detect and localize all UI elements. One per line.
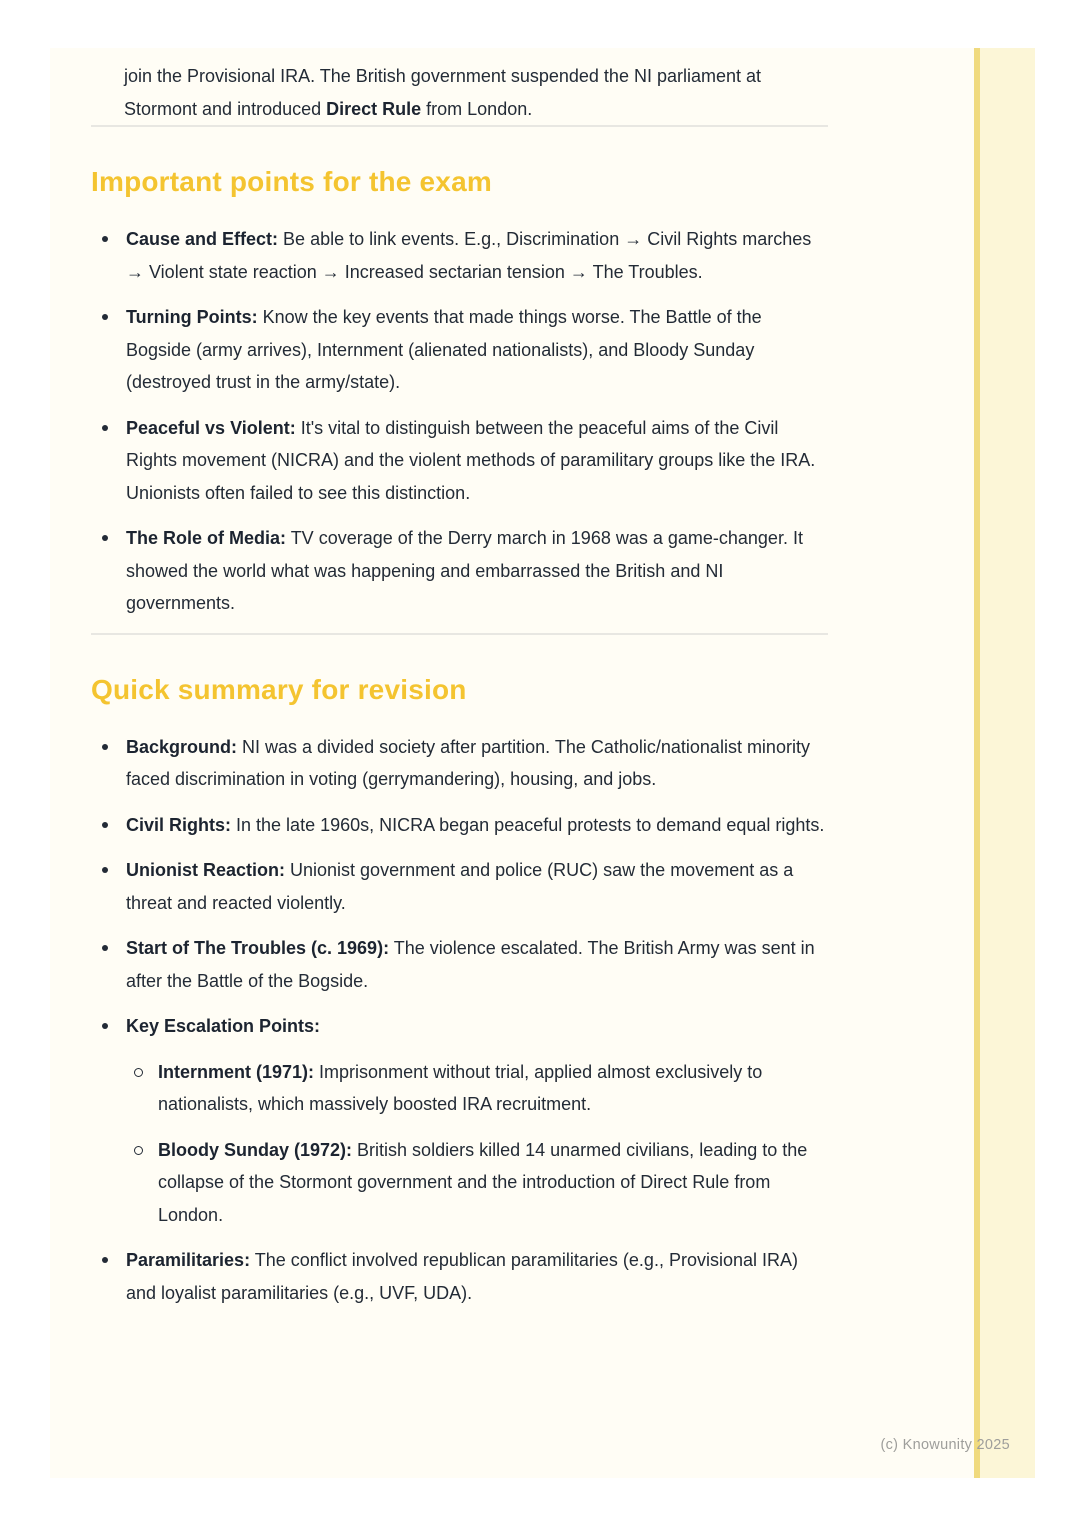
item-label: Bloody Sunday (1972): — [158, 1139, 353, 1160]
exam-points-list — [91, 223, 828, 620]
sub-list-item: Internment (1971): Imprisonment without trial, applied almost exclusively to nationalists, which massively boosted IRA recruitment. — [126, 1056, 828, 1121]
list-item: Turning Points: Know the key events that made things worse. The Battle of the Bogside (army arrives), Internment (alienated nationalists), and Bloody Sunday (destroyed trust in the army/state). — [91, 301, 828, 399]
list-item: Peaceful vs Violent: It's vital to distinguish between the peaceful aims of the Civil Rights movement (NICRA) and the violent methods of paramilitary groups like the IRA. Unionists often failed to see this distinction. — [91, 412, 828, 510]
list-item — [91, 1010, 828, 1231]
item-label: Civil Rights: — [126, 814, 232, 835]
item-label: Turning Points: — [126, 307, 258, 327]
item-label: The Role of Media: — [126, 528, 287, 548]
copyright-footer: (c) Knowunity 2025 — [880, 1437, 1010, 1453]
document-page — [50, 48, 1035, 1478]
list-item: Unionist Reaction: Unionist government and police (RUC) saw the movement as a threat and reacted violently. — [91, 854, 828, 919]
item-label: Peaceful vs Violent: — [126, 417, 296, 438]
list-item: Paramilitaries: The conflict involved republican paramilitaries (e.g., Provisional IRA) and loyalist paramilitaries (e.g., UVF, UDA). — [91, 1244, 828, 1309]
section-heading-quick-summary: Quick summary for revision — [91, 673, 467, 705]
intro-text-before: join the Provisional IRA. The British government suspended the NI parliament at Stormont and introduced — [124, 66, 762, 119]
list-item: Cause and Effect: Be able to link events. E.g., Discrimination → Civil Rights marches → Violent state reaction → Increased sectarian tension → The Troubles. — [91, 223, 828, 288]
divider — [91, 125, 828, 127]
intro-bold-direct-rule: Direct Rule — [326, 98, 422, 119]
list-item: Start of The Troubles (c. 1969): The violence escalated. The British Army was sent in after the Battle of the Bogside. — [91, 932, 828, 997]
sub-list-item: Bloody Sunday (1972): British soldiers killed 14 unarmed civilians, leading to the collapse of the Stormont government and the introduction of Direct Rule from London. — [126, 1134, 828, 1232]
quick-summary-list — [91, 731, 828, 1310]
item-label: Cause and Effect: — [126, 229, 279, 249]
list-item: Background: NI was a divided society after partition. The Catholic/nationalist minority faced discrimination in voting (gerrymandering), housing, and jobs. — [91, 731, 828, 796]
item-label: Key Escalation Points: — [126, 1016, 321, 1036]
item-label: Unionist Reaction: — [126, 860, 286, 880]
item-label: Paramilitaries: — [126, 1250, 251, 1270]
divider — [91, 633, 828, 635]
intro-text-after: from London. — [421, 98, 533, 119]
page-edge-accent — [974, 48, 1035, 1478]
intro-paragraph — [91, 60, 828, 125]
list-item: Civil Rights: In the late 1960s, NICRA began peaceful protests to demand equal rights. — [91, 809, 828, 842]
page-content — [91, 48, 828, 1322]
section-heading-exam-points: Important points for the exam — [91, 166, 492, 197]
list-item: The Role of Media: TV coverage of the Derry march in 1968 was a game-changer. It showed the world what was happening and embarrassed the British and NI governments. — [91, 522, 828, 620]
item-label: Background: — [126, 736, 238, 757]
item-label: Internment (1971): — [158, 1061, 315, 1082]
sub-list — [126, 1056, 828, 1232]
item-label: Start of The Troubles (c. 1969): — [126, 938, 390, 958]
